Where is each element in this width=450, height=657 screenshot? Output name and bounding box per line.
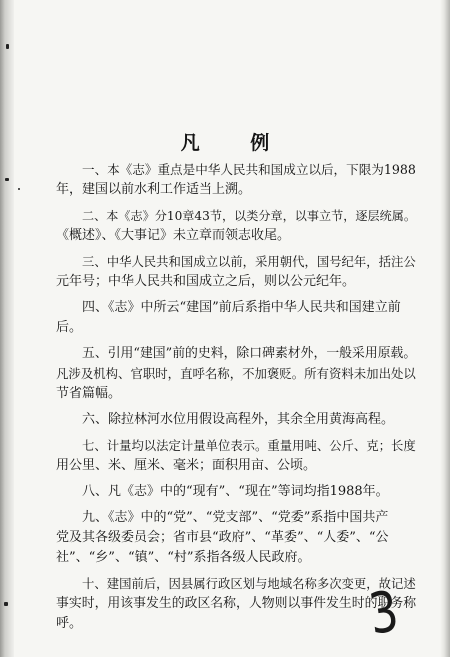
paragraph-line: 事实时，用该事发生的政区名称，人物则以事件发生时的职务称 (56, 596, 417, 611)
paragraph-item (56, 206, 416, 246)
page-number: 3 (365, 579, 403, 648)
paragraph-item (56, 508, 416, 568)
document-body (56, 160, 416, 640)
paragraph-item (56, 160, 416, 200)
paragraph-line: 呼。 (56, 616, 83, 631)
paragraph-line: 七、计量均以法定计量单位表示。重量用吨、公斤、克；长度 (82, 439, 416, 453)
paragraph-line: 二、本《志》分10章43节，以类分章，以事立节，逐层统属。 (82, 209, 416, 223)
page-right-edge-shadow (440, 0, 450, 657)
paragraph-line: 凡涉及机构、官职时，直呼名称，不加褒贬。所有资料未加出处以 (56, 366, 416, 381)
paragraph-line: 九、《志》中的“党”、“党支部”、“党委”系指中国共产 (82, 510, 389, 525)
paragraph-item (56, 344, 416, 404)
paragraph-line: 六、除拉林河水位用假设高程外，其余全用黄海高程。 (82, 412, 395, 427)
ink-speck (5, 178, 9, 181)
paragraph-item (56, 410, 416, 430)
paragraph-line: 八、凡《志》中的“现有”、“现在”等词均指1988年。 (82, 484, 389, 499)
paragraph-line: 年，建国以前水利工作适当上溯。 (56, 182, 252, 197)
paragraph-line: 一、本《志》重点是中华人民共和国成立以后，下限为1988 (82, 162, 416, 177)
paragraph-line: 用公里、米、厘米、毫米；面积用亩、公顷。 (56, 458, 317, 473)
paragraph-line: 三、中华人民共和国成立以前，采用朝代，国号纪年，括注公 (82, 255, 416, 269)
paragraph-line: 《概述》、《大事记》未立章而领志收尾。 (56, 228, 291, 243)
paragraph-line: 五、引用“建国”前的史料，除口碑素材外，一般采用原载。 (82, 346, 417, 361)
paragraph-line: 元年号；中华人民共和国成立之后，则以公元纪年。 (56, 274, 356, 289)
paragraph-item (56, 252, 416, 292)
page-left-edge-shadow (0, 0, 14, 657)
paragraph-line: 党及其各级委员会；省市县“政府”、“革委”、“人委”、“公 (56, 530, 389, 545)
ink-speck (6, 44, 9, 49)
paragraph-line: 四、《志》中所云“建国”前后系指中华人民共和国建立前 (82, 300, 401, 315)
ink-speck (18, 188, 20, 190)
paragraph-item (56, 298, 416, 338)
paragraph-line: 十、建国前后，因县属行政区划与地域名称多次变更，故记述 (82, 577, 416, 591)
paragraph-line: 社”、“乡”、“镇”、“村”系指各级人民政府。 (56, 550, 311, 565)
paragraph-item (56, 574, 416, 634)
ink-speck (4, 602, 8, 606)
paragraph-item (56, 482, 416, 502)
paragraph-item (56, 436, 416, 476)
paragraph-line: 节省篇幅。 (56, 386, 122, 401)
paragraph-line: 后。 (56, 320, 83, 335)
page-title: 凡 例 (180, 132, 292, 154)
